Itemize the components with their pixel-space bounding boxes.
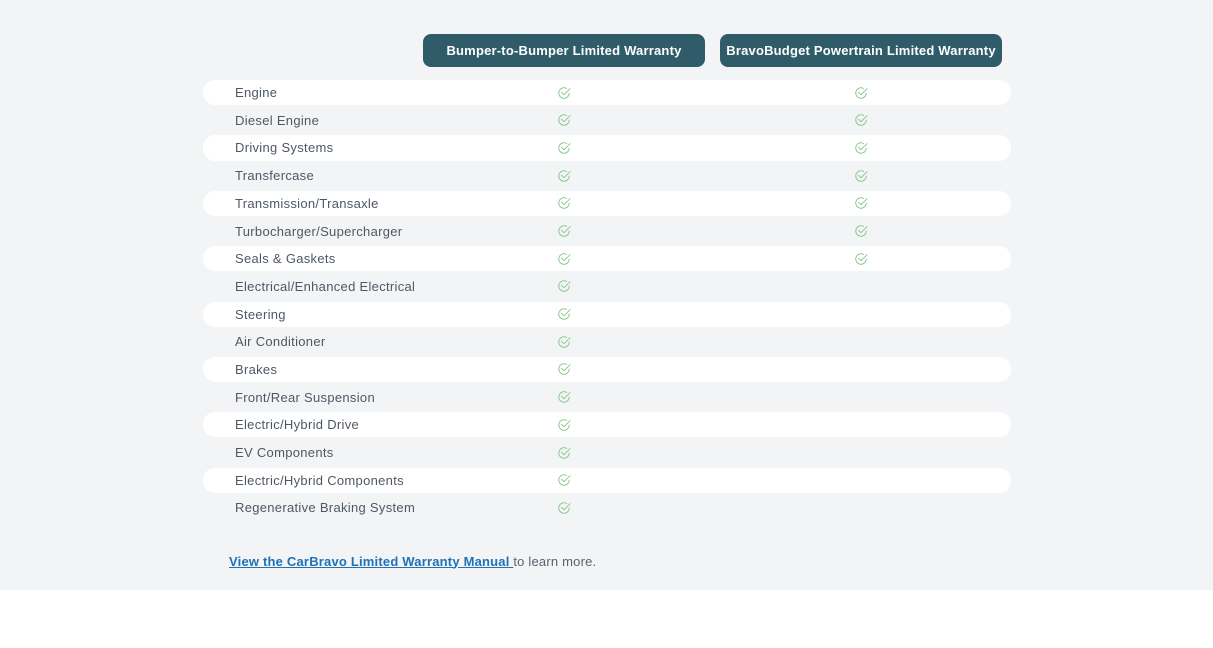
table-row — [203, 108, 1011, 133]
bumper-to-bumper-cell — [423, 385, 705, 410]
powertrain-cell — [720, 135, 1002, 160]
row-label: Steering — [235, 306, 286, 322]
table-row — [203, 80, 1011, 105]
table-row — [203, 412, 1011, 437]
check-circle-icon — [854, 141, 868, 155]
powertrain-cell — [720, 385, 1002, 410]
footer-suffix-text: to learn more. — [513, 553, 597, 569]
bumper-to-bumper-cell — [423, 302, 705, 327]
row-label: Seals & Gaskets — [235, 251, 336, 267]
check-circle-icon — [854, 196, 868, 210]
row-label: Electric/Hybrid Drive — [235, 417, 360, 433]
bumper-to-bumper-cell — [423, 440, 705, 465]
bumper-to-bumper-cell — [423, 274, 705, 299]
bumper-to-bumper-warranty-button[interactable]: Bumper-to-Bumper Limited Warranty — [423, 34, 705, 67]
bumper-to-bumper-cell — [423, 412, 705, 437]
check-circle-icon — [557, 141, 571, 155]
powertrain-warranty-button[interactable]: BravoBudget Powertrain Limited Warranty — [720, 34, 1002, 67]
check-circle-icon — [557, 418, 571, 432]
bumper-to-bumper-cell — [423, 495, 705, 520]
check-circle-icon — [854, 86, 868, 100]
powertrain-cell — [720, 468, 1002, 493]
check-circle-icon — [557, 224, 571, 238]
bumper-to-bumper-cell — [423, 163, 705, 188]
powertrain-cell — [720, 495, 1002, 520]
check-circle-icon — [854, 169, 868, 183]
powertrain-cell — [720, 302, 1002, 327]
powertrain-cell — [720, 246, 1002, 271]
powertrain-cell — [720, 412, 1002, 437]
check-circle-icon — [557, 279, 571, 293]
table-row — [203, 302, 1011, 327]
table-row — [203, 163, 1011, 188]
check-circle-icon — [854, 113, 868, 127]
bumper-to-bumper-cell — [423, 329, 705, 354]
row-label: Engine — [235, 85, 278, 101]
powertrain-cell — [720, 440, 1002, 465]
row-label: Brakes — [235, 361, 278, 377]
check-circle-icon — [854, 252, 868, 266]
check-circle-icon — [557, 196, 571, 210]
warranty-footer-text — [229, 554, 1011, 569]
bumper-to-bumper-cell — [423, 80, 705, 105]
table-row — [203, 274, 1011, 299]
bumper-to-bumper-cell — [423, 357, 705, 382]
powertrain-cell — [720, 329, 1002, 354]
row-label: Air Conditioner — [235, 334, 326, 350]
powertrain-cell — [720, 357, 1002, 382]
check-circle-icon — [557, 335, 571, 349]
check-circle-icon — [557, 446, 571, 460]
table-row — [203, 440, 1011, 465]
row-label: Transfercase — [235, 168, 314, 184]
check-circle-icon — [854, 224, 868, 238]
powertrain-cell — [720, 191, 1002, 216]
bumper-to-bumper-cell — [423, 468, 705, 493]
warranty-comparison-content — [203, 0, 1011, 569]
warranty-manual-link[interactable]: View the CarBravo Limited Warranty Manual — [229, 553, 514, 569]
powertrain-cell — [720, 274, 1002, 299]
table-row — [203, 357, 1011, 382]
row-label: Transmission/Transaxle — [235, 195, 379, 211]
table-row — [203, 385, 1011, 410]
table-row — [203, 135, 1011, 160]
bumper-to-bumper-cell — [423, 191, 705, 216]
check-circle-icon — [557, 169, 571, 183]
table-row — [203, 468, 1011, 493]
powertrain-cell — [720, 108, 1002, 133]
warranty-table — [203, 80, 1011, 521]
table-row — [203, 495, 1011, 520]
powertrain-cell — [720, 80, 1002, 105]
check-circle-icon — [557, 307, 571, 321]
row-label: Electric/Hybrid Components — [235, 472, 404, 488]
row-label: Regenerative Braking System — [235, 500, 416, 516]
row-label: Diesel Engine — [235, 112, 320, 128]
bumper-to-bumper-cell — [423, 135, 705, 160]
table-row — [203, 329, 1011, 354]
warranty-table-header — [203, 34, 1011, 67]
bumper-to-bumper-cell — [423, 108, 705, 133]
row-label: EV Components — [235, 445, 334, 461]
row-label: Driving Systems — [235, 140, 334, 156]
row-label: Turbocharger/Supercharger — [235, 223, 403, 239]
row-label: Electrical/Enhanced Electrical — [235, 278, 416, 294]
powertrain-cell — [720, 218, 1002, 243]
check-circle-icon — [557, 390, 571, 404]
check-circle-icon — [557, 473, 571, 487]
bumper-to-bumper-cell — [423, 246, 705, 271]
table-row — [203, 246, 1011, 271]
check-circle-icon — [557, 113, 571, 127]
powertrain-cell — [720, 163, 1002, 188]
bumper-to-bumper-cell — [423, 218, 705, 243]
check-circle-icon — [557, 86, 571, 100]
check-circle-icon — [557, 252, 571, 266]
check-circle-icon — [557, 501, 571, 515]
table-row — [203, 191, 1011, 216]
check-circle-icon — [557, 362, 571, 376]
table-row — [203, 218, 1011, 243]
row-label: Front/Rear Suspension — [235, 389, 375, 405]
